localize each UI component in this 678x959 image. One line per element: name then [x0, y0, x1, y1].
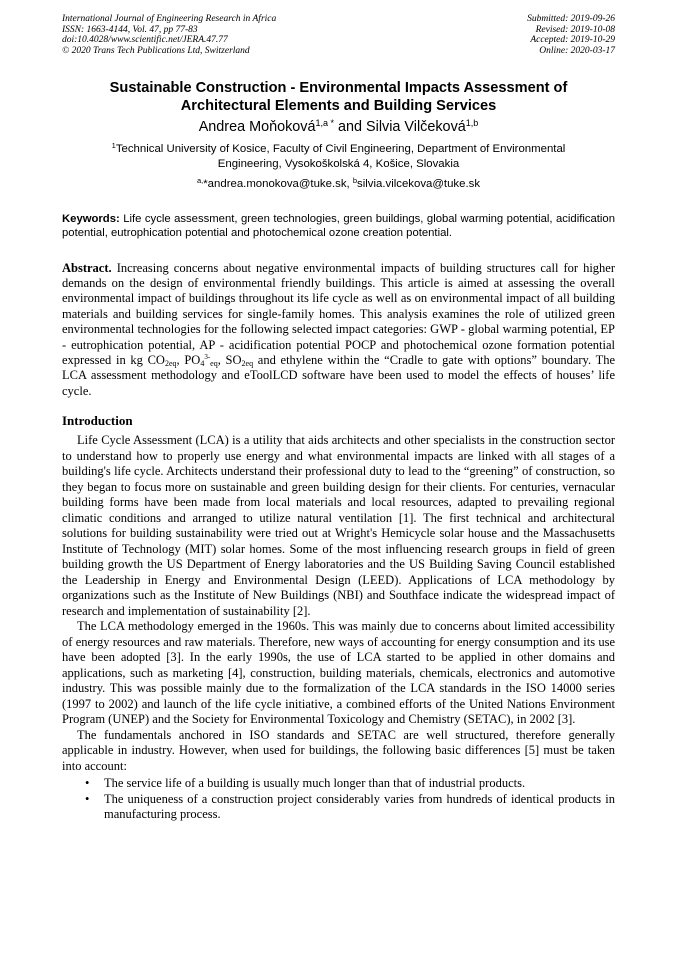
- email-a-mark: a,: [196, 175, 204, 185]
- bullet-icon: •: [85, 791, 90, 806]
- author-1-affiliation-mark: 1,a *: [315, 118, 335, 129]
- intro-paragraph-2: The LCA methodology emerged in the 1960s. This was mainly due to concerns about limited accessibility of energy resources and raw materials. Therefore, new ways of accounting for energy consumption and its use have been adopted [3]. In the early 1990s, the use of LCA started to be applied in other domains and applications, such as marketing [4], construction, building materials, chemicals, electronics and automotive industry. This was possible mainly due to the formalization of the LCA standards in the ISO 14000 series (1997 to 2002) and launch of the life cycle initiative, a combined efforts of the United Nations Environment Program (UNEP) and the Society for Environmental Toxicology and Chemistry (SETAC), in 2002 [3].: [62, 619, 615, 727]
- section-heading-introduction: Introduction: [62, 413, 133, 429]
- author-conjunction: and: [338, 119, 363, 136]
- list-item-text: The uniqueness of a construction project considerably varies from hundreds of identical products in manufacturing process.: [104, 791, 615, 822]
- journal-info: [62, 14, 276, 56]
- title-line-1: Sustainable Construction - Environmental Impacts Assessment of: [109, 80, 568, 97]
- abstract-text-2: , PO: [176, 353, 201, 367]
- list-item-text: The service life of a building is usually much longer than that of industrial products.: [104, 776, 526, 791]
- date-online: Online: 2020-03-17: [539, 45, 615, 56]
- author-name-1: Andrea Moňoková: [198, 119, 316, 136]
- affiliation: [62, 142, 615, 171]
- list-item: [62, 792, 615, 823]
- journal-doi: doi:10.4028/www.scientific.net/JERA.47.77: [62, 35, 228, 46]
- intro-paragraph-1: Life Cycle Assessment (LCA) is a utility that aids architects and other specialists in the construction sector to understand how to properly use energy and what environmental impacts are linked with all stages of a building's life cycle. Architects understand their professional duty to lead to the “greening” of construction, so they began to focus more on sustainable and green building design for their clients. For centuries, vernacular building forms have been made from local materials and local resources, adapted to prevailing regional climatic conditions and arranged to utilize natural ventilation [1]. The first technical and architectural solutions for building sustainability were tried out at Wright's Hemicycle solar house and the Massachusetts Institute of Technology (MIT) solar homes. Some of the most influencing research groups in field of green building growth the US Department of Energy laboratories and the US Building Saving Council established the Leadership in Energy and Environmental Design (LEED). Applications of LCA methodology by organizations such as the Institute of New Buildings (NBI) and Southface indicate the widespread impact of research and implementation of sustainability [2].: [62, 433, 615, 618]
- abstract-sub-3: eq: [210, 359, 218, 368]
- abstract-text-4: and ethylene within the “Cradle to gate with options” boundary. The LCA assessment methodology and eToolLCD software have been used to model the effects of houses’ life cycle.: [62, 353, 616, 398]
- journal-name: International Journal of Engineering Research in Africa: [62, 14, 277, 24]
- date-submitted: Submitted: 2019-09-26: [527, 14, 615, 24]
- date-revised: Revised: 2019-10-08: [535, 24, 615, 35]
- paper-title: [62, 79, 615, 115]
- keywords-label: Keywords:: [62, 212, 120, 225]
- author-2-affiliation-mark: 1,b: [465, 118, 479, 129]
- email-b: silvia.vilcekova@tuke.sk: [357, 177, 481, 190]
- journal-issn: ISSN: 1663-4144, Vol. 47, pp 77-83: [62, 24, 198, 35]
- abstract-sup-2: 3-: [204, 353, 211, 361]
- journal-header: [62, 14, 615, 56]
- affiliation-line-1: Technical University of Kosice, Faculty of Civil Engineering, Department of Environmental: [115, 143, 566, 156]
- author-list: [62, 118, 615, 137]
- journal-copyright: © 2020 Trans Tech Publications Ltd, Switzerland: [62, 45, 250, 56]
- affiliation-mark: 1: [111, 141, 116, 151]
- abstract: [62, 261, 615, 400]
- bullet-icon: •: [85, 776, 90, 791]
- abstract-text-3: , SO: [217, 353, 242, 367]
- date-accepted: Accepted: 2019-10-29: [530, 35, 615, 46]
- author-name-2: Silvia Vilčeková: [366, 119, 466, 136]
- intro-paragraph-3: The fundamentals anchored in ISO standards and SETAC are well structured, therefore generally applicable in industry. However, when used for buildings, the following basic differences [5] must be taken into account:: [62, 727, 615, 773]
- keywords: [62, 212, 615, 240]
- abstract-sub-2: 4: [200, 359, 205, 368]
- paper-page: [62, 14, 615, 823]
- keywords-text: Life cycle assessment, green technologies, green buildings, global warming potential, acidification potential, eutrophication potential and photochemical ozone creation potential.: [62, 212, 616, 239]
- abstract-sub-1: 2eq: [164, 359, 177, 368]
- difference-list: [62, 776, 615, 823]
- abstract-text-1: Increasing concerns about negative environmental impacts of building structures call for higher demands on the design of environmental friendly buildings. This article is aimed at assessing the overall environmental impact of buildings throughout its life cycle as well as on environmental impact of all building materials and building services for single-family homes. This analysis examines the role of utilized green environmental technologies for the following selected impact categories: GWP - global warming potential, EP - eutrophication potential, AP - acidification potential POCP and photochemical ozone formation potential expressed in kg CO: [62, 260, 615, 367]
- author-emails: [62, 177, 615, 191]
- abstract-label: Abstract.: [62, 260, 112, 275]
- title-line-2: Architectural Elements and Building Services: [180, 98, 497, 115]
- list-item: [62, 776, 615, 792]
- abstract-sub-4: 2eq: [241, 359, 254, 368]
- affiliation-line-2: Engineering, Vysokoškolská 4, Košice, Slovakia: [217, 157, 460, 170]
- publication-dates: [527, 14, 615, 56]
- email-b-mark: b: [352, 175, 358, 185]
- email-a: *andrea.monokova@tuke.sk,: [203, 177, 350, 190]
